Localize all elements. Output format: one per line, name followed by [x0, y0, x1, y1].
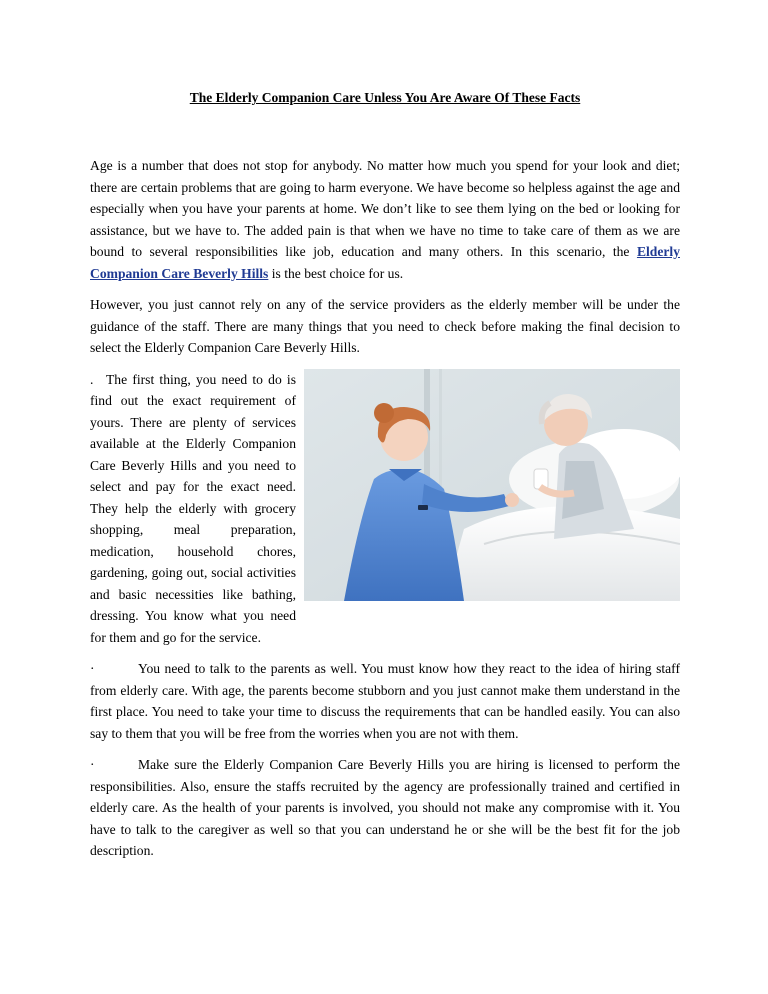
- intro-text-after-link: is the best choice for us.: [268, 265, 404, 281]
- bullet-marker-2: ·: [90, 661, 95, 676]
- bullet-marker-1: .: [90, 371, 94, 387]
- bullet-marker-3: ·: [90, 757, 95, 772]
- point-licensed: [90, 754, 680, 862]
- point-talk-to-parents-text: You need to talk to the parents as well. You must know how they react to the idea of hiring staff from elderly care. With age, the parents become stubborn and you just cannot make them understand in the first place. You need to take your time to discuss the requirements that can be handled easily. You can also say to them that you will be free from the worries when you are not with them.: [90, 661, 680, 741]
- paragraph-service-providers: However, you just cannot rely on any of the service providers as the elderly member will be under the guidance of the staff. There are many things that you need to check before making the final decision to select the Elderly Companion Care Beverly Hills.: [90, 297, 680, 355]
- caregiver-photo: [304, 369, 680, 601]
- caregiver-illustration: [304, 369, 680, 601]
- point-requirements: [90, 369, 680, 649]
- point-requirements-text: The first thing, you need to do is find out the exact requirement of yours. There are plenty of services available at the Elderly Companion Care Beverly Hills and you need to select and pay for the exact need. They help the elderly with grocery shopping, meal preparation, medication, household chores, gardening, going out, social activities and basic necessities like bathing, dressing. You know what you need for them and go for the service.: [90, 371, 296, 645]
- document-title: The Elderly Companion Care Unless You Are Aware Of These Facts: [189, 90, 581, 105]
- point-licensed-text: Make sure the Elderly Companion Care Beverly Hills you are hiring is licensed to perform the responsibilities. Also, ensure the staffs recruited by the agency are professionally trained and certified in elderly care. As the health of your parents is involved, you should not make any compromise with it. You have to talk to the caregiver as well so that you can understand he or she will be the best fit for the job description.: [90, 757, 680, 858]
- point-talk-to-parents: [90, 658, 680, 744]
- paragraph-intro: [90, 155, 680, 284]
- document-body: [90, 155, 680, 872]
- elderly-care-link[interactable]: Elderly Companion Care Beverly Hills: [90, 244, 680, 281]
- intro-text-before-link: Age is a number that does not stop for anybody. No matter how much you spend for your look and diet; there are certain problems that are going to harm everyone. We have become so helpless against the age and especially when you have your parents at home. We don’t like to see them lying on the bed or looking for assistance, but we have to. The added pain is that when we have no time to take care of them as we are bound to several responsibilities like job, education and many others. In this scenario, the: [90, 158, 680, 259]
